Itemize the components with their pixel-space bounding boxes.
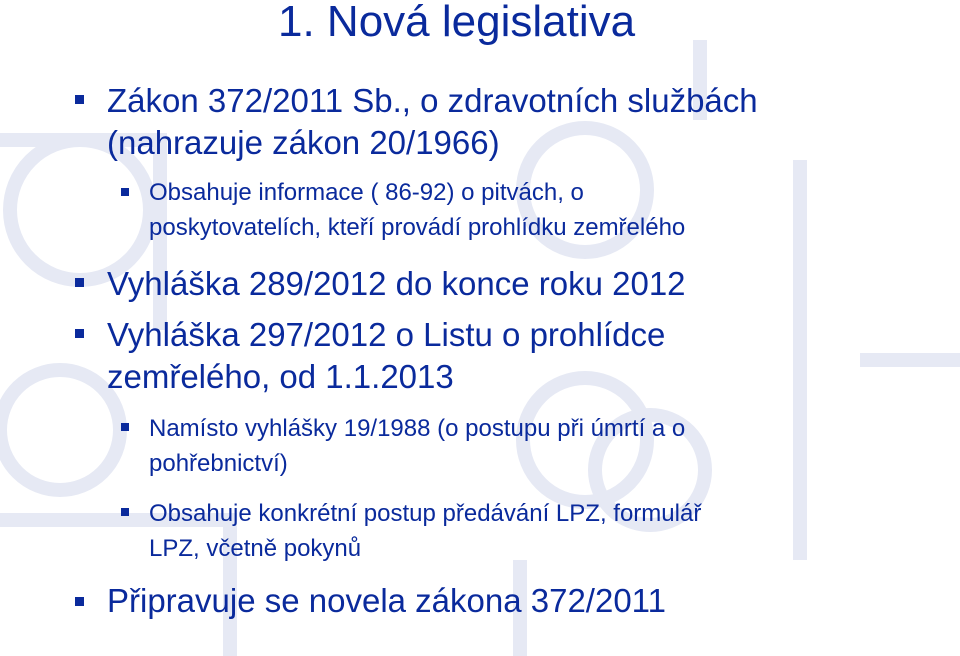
bullet-line: LPZ, včetně pokynů: [149, 535, 362, 562]
bullet-item-vyhlaska-289: [107, 263, 686, 305]
bullet-icon: [75, 597, 84, 606]
bullet-line: Namísto vyhlášky 19/1988 (o postupu při úmrtí a o: [149, 415, 686, 442]
slide-title: 1. Nová legislativa: [278, 0, 636, 46]
bullet-line: Připravuje se novela zákona 372/2011: [107, 582, 666, 619]
bullet-line: Zákon 372/2011 Sb., o zdravotních službách: [107, 82, 758, 119]
bullet-item-obsahuje-pitvy: [149, 175, 685, 245]
bullet-item-vyhlaska-297: [107, 314, 665, 398]
bullet-line: Vyhláška 289/2012 do konce roku 2012: [107, 265, 686, 302]
bullet-icon: [75, 278, 84, 287]
bullet-item-zakon: [107, 80, 758, 164]
bullet-line: Vyhláška 297/2012 o Listu o prohlídce: [107, 316, 666, 353]
bullet-item-namisto: [149, 411, 685, 481]
bullet-icon: [75, 329, 84, 338]
bullet-line: (nahrazuje zákon 20/1966): [107, 124, 500, 161]
bullet-icon: [121, 188, 129, 196]
bullet-line: poskytovatelích, kteří provádí prohlídku zemřelého: [149, 214, 686, 241]
bullet-line: Obsahuje konkrétní postup předávání LPZ, formulář: [149, 500, 702, 527]
bullet-icon: [121, 423, 129, 431]
bullet-icon: [75, 95, 84, 104]
bullet-item-pripravuje: [107, 580, 666, 622]
bullet-line: Obsahuje informace ( 86-92) o pitvách, o: [149, 179, 584, 206]
bullet-item-obsahuje-lpz: [149, 496, 701, 566]
bullet-line: pohřebnictví): [149, 450, 288, 477]
bullet-icon: [121, 508, 129, 516]
bullet-line: zemřelého, od 1.1.2013: [107, 358, 454, 395]
